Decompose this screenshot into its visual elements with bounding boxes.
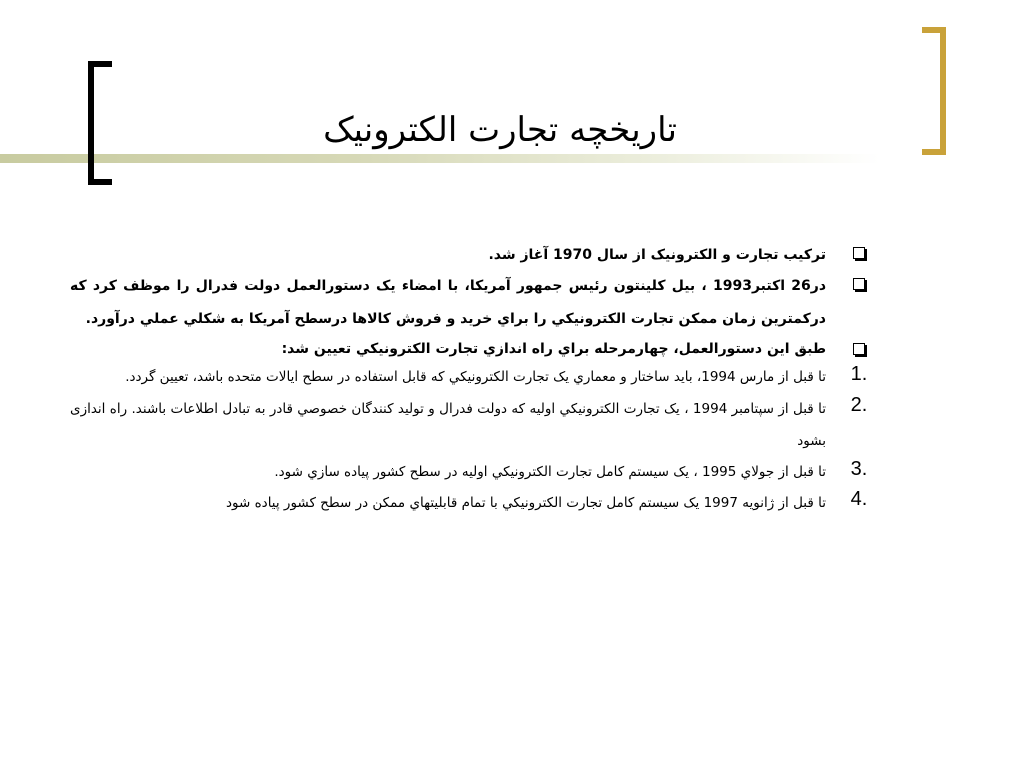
right-bracket-decoration [922, 27, 946, 155]
list-number: 3. [850, 458, 868, 480]
checkbox-bullet-icon [836, 336, 882, 364]
slide-body [70, 240, 882, 519]
slide-title: تاریخچه تجارت الکترونیک [323, 110, 677, 150]
numbered-text: تا قبل از سپتامبر 1994 ، یک تجارت الکترونيكي اولیه که دولت فدرال و تولید کنندگان خصوصي قادر به تبادل اطلاعات باشند. راه اندازی بشود [70, 401, 826, 449]
left-bracket-decoration [88, 61, 112, 185]
numbered-item [70, 487, 882, 519]
list-number: 2. [850, 394, 868, 416]
numbered-item [70, 457, 882, 487]
bullet-item [70, 336, 882, 362]
checkbox-bullet-icon [836, 270, 882, 303]
numbered-text: تا قبل از مارس 1994، باید ساختار و معماري یک تجارت الکترونيكي که قابل استفاده در سطح ایالات متحده باشد، تعیین گردد. [125, 369, 826, 385]
list-number: 4. [850, 488, 868, 510]
numbered-text: تا قبل از جولاي 1995 ، یک سیستم کامل تجارت الکترونيكي اولیه در سطح کشور پیاده سازي شود. [274, 464, 826, 480]
bullet-item [70, 270, 882, 336]
bullet-text: ترکیب تجارت و الکترونیک از سال 1970 آغاز شد. [488, 247, 826, 263]
bullet-item [70, 240, 882, 270]
list-number: 1. [850, 363, 868, 385]
bullet-text: طبق این دستورالعمل، چهارمرحله براي راه اندازي تجارت الکترونيكي تعیین شد: [281, 341, 826, 357]
bullet-text: در26 اکتبر1993 ، بیل کلینتون رئیس جمهور آمریکا، با امضاء یک دستورالعمل دولت فدرال را موظف کرد که درکمترین زمان ممکن تجارت الکترونيكي را براي خرید و فروش کالاها درسطح آمریکا به شکلي عملي درآورد. [70, 278, 827, 327]
numbered-text: تا قبل از ژانویه 1997 یک سیستم کامل تجارت الکترونيكي با تمام قابلیتهاي ممکن در سطح کشور پیاده شود [226, 495, 826, 511]
numbered-item [70, 362, 882, 393]
checkbox-bullet-icon [836, 240, 882, 270]
numbered-item [70, 393, 882, 457]
